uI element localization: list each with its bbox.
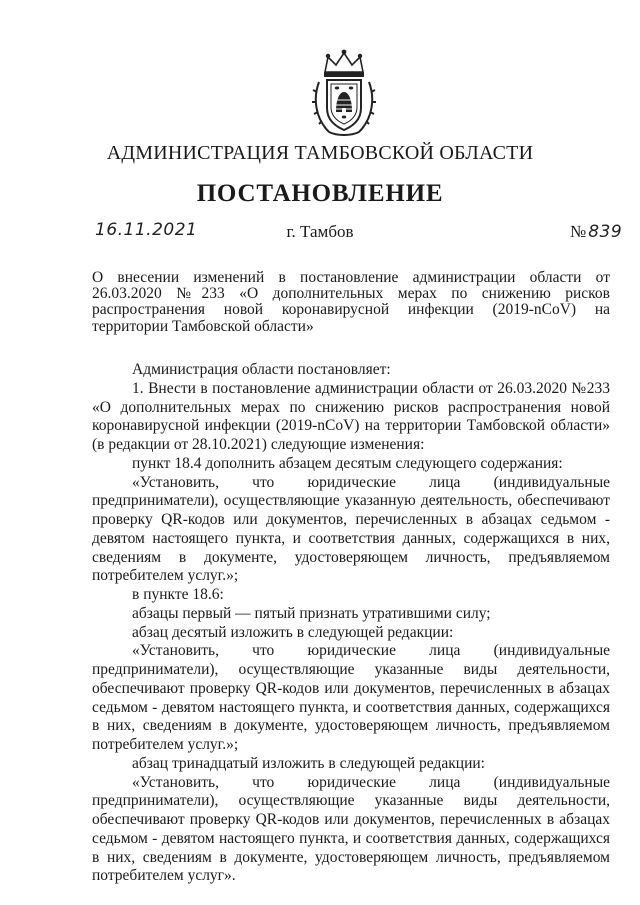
- document-date: 16.11.2021: [95, 220, 198, 240]
- body-paragraph: «Установить, что юридические лица (индивидуальные предприниматели), осуществляющие указанные виды деятельности, обеспечивают проверку QR-кодов или документов, перечисленных в абзацах седьмом - девятом настоящего пункта, и соответствия данных, содержащихся в них, сведениям в документе, удостоверяющем личность, предъявляемом потребителем услуг.»;: [92, 642, 610, 753]
- body-paragraph: абзац десятый изложить в следующей редакции:: [132, 623, 454, 641]
- body-paragraph: абзац тринадцатый изложить в следующей редакции:: [132, 754, 485, 772]
- body-paragraph: пункт 18.4 дополнить абзацем десятым следующего содержания:: [132, 454, 563, 472]
- document-body: [92, 361, 610, 886]
- authority-name: АДМИНИСТРАЦИЯ ТАМБОВСКОЙ ОБЛАСТИ: [106, 142, 534, 164]
- tambov-oblast-coat-of-arms-icon: [311, 48, 377, 140]
- body-paragraph: абзацы первый — пятый признать утратившими силу;: [132, 604, 491, 622]
- number-prefix: №: [570, 222, 587, 241]
- body-paragraph: Администрация области постановляет:: [132, 361, 391, 378]
- body-paragraph: «Установить, что юридические лица (индивидуальные предприниматели), осуществляющие указанные виды деятельности, обеспечивают проверку QR-кодов или документов, перечисленных в абзацах седьмом - девятом настоящего пункта, и соответствия данных, содержащихся в них, сведениям в документе, удостоверяющем личность, предъявляемом потребителем услуг».: [92, 773, 610, 885]
- body-paragraph: «Установить, что юридические лица (индивидуальные предприниматели), осуществляющие указанную деятельность, обеспечивают проверку QR-кодов или документов, перечисленных в абзацах седьмом - девятом настоящего пункта, и соответствия данных, содержащихся в них, сведениям в документе, удостоверяющем личность, предъявляемом потребителем услуг.»;: [92, 473, 610, 585]
- number-value: 839: [588, 222, 623, 242]
- document-number: [570, 222, 622, 242]
- body-paragraph: 1. Внести в постановление администрации области от 26.03.2020 №233 «О дополнительных мерах по снижению рисков распространения новой коронавирусной инфекции (2019-nCoV) на территории Тамбовской области» (в редакции от 28.10.2021) следующие изменения:: [92, 379, 610, 453]
- document-city: г. Тамбов: [286, 222, 354, 241]
- body-paragraph: в пункте 18.6:: [132, 586, 224, 603]
- document-subject: О внесении изменений в постановление администрации области от 26.03.2020 №233 «О дополнительных мерах по снижению рисков распространения новой коронавирусной инфекции (2019-nCoV) на территории Тамбовской области»: [92, 269, 610, 335]
- document-type-title: ПОСТАНОВЛЕНИЕ: [196, 180, 444, 207]
